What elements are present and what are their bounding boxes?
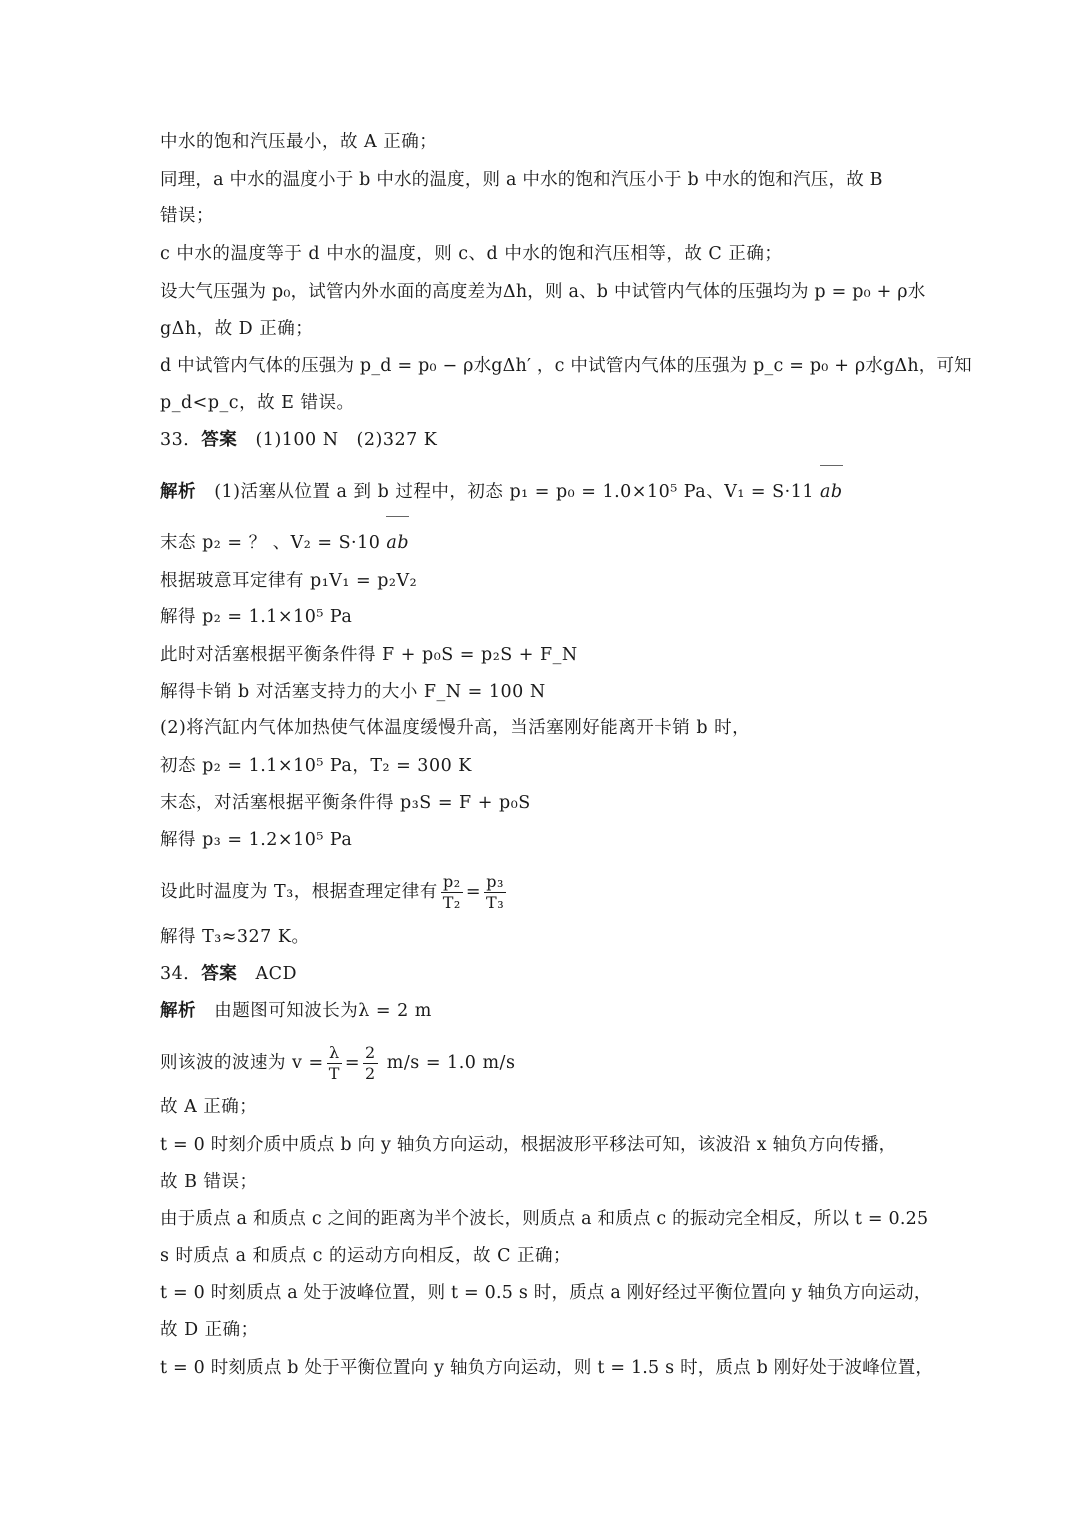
overline-segment: ab xyxy=(820,479,843,505)
fraction-denominator: T₃ xyxy=(486,893,505,912)
text-line: 由于质点 a 和质点 c 之间的距离为半个波长，则质点 a 和质点 c 的振动完全相反，所以 t = 0.25 xyxy=(160,1209,929,1229)
text-segment: m/s = 1.0 m/s xyxy=(386,1053,516,1073)
text-line: 同理，a 中水的温度小于 b 中水的温度，则 a 中水的饱和汽压小于 b 中水的饱和汽压，故 B xyxy=(160,170,883,190)
fraction-numerator: p₃ xyxy=(484,872,506,893)
text-line: 解得 T₃≈327 K。 xyxy=(160,927,310,947)
text-line: 此时对活塞根据平衡条件得 F + p₀S = p₂S + F_N xyxy=(160,645,578,665)
text-line: s 时质点 a 和质点 c 的运动方向相反，故 C 正确； xyxy=(160,1246,572,1266)
text-line: gΔh，故 D 正确； xyxy=(160,319,314,339)
text-line: 设大气压强为 p₀，试管内外水面的高度差为Δh，则 a、b 中试管内气体的压强均为 p = p₀ + ρ水 xyxy=(160,282,926,302)
text-line: 故 D 正确； xyxy=(160,1320,259,1340)
text-line-with-fraction xyxy=(160,1043,922,1084)
equals-sign: = xyxy=(465,882,482,902)
fraction-denominator: 2 xyxy=(365,1064,376,1083)
text-line xyxy=(160,530,922,556)
text-line: t = 0 时刻质点 b 处于平衡位置向 y 轴负方向运动，则 t = 1.5 s 时，质点 b 刚好处于波峰位置， xyxy=(160,1358,934,1378)
analysis-text: 由题图可知波长为λ = 2 m xyxy=(214,1001,432,1021)
fraction-numerator: p₂ xyxy=(441,872,463,893)
fraction-denominator: T₂ xyxy=(442,893,461,912)
text-line: 末态，对活塞根据平衡条件得 p₃S = F + p₀S xyxy=(160,793,531,813)
analysis-line xyxy=(160,479,922,505)
equals-sign: = xyxy=(344,1053,361,1073)
fraction-denominator: T xyxy=(328,1064,340,1083)
text-line: 中水的饱和汽压最小，故 A 正确； xyxy=(160,132,438,152)
text-line: p_d<p_c，故 E 错误。 xyxy=(160,393,355,413)
answer-text: ACD xyxy=(255,964,298,984)
text-line: 初态 p₂ = 1.1×10⁵ Pa，T₂ = 300 K xyxy=(160,756,472,776)
fraction-numerator: 2 xyxy=(365,1043,376,1062)
text-segment: 设此时温度为 T₃，根据查理定律有 xyxy=(160,882,438,902)
analysis-label: 解析 xyxy=(160,1001,196,1021)
question-number: 33． xyxy=(160,430,202,450)
fraction-numerator: λ xyxy=(327,1043,342,1064)
text-line: t = 0 时刻质点 a 处于波峰位置，则 t = 0.5 s 时，质点 a 刚好经过平衡位置向 y 轴负方向运动， xyxy=(160,1283,932,1303)
text-line: 错误； xyxy=(160,206,214,226)
text-line: 解得 p₂ = 1.1×10⁵ Pa xyxy=(160,607,353,627)
text-line-with-fraction xyxy=(160,872,922,913)
fraction xyxy=(327,1043,342,1084)
analysis-text: (1)活塞从位置 a 到 b 过程中，初态 p₁ = p₀ = 1.0×10⁵ Pa、V₁ = S·11 xyxy=(214,482,814,502)
text-line: 故 A 正确； xyxy=(160,1097,258,1117)
text-line: (2)将汽缸内气体加热使气体温度缓慢升高，当活塞刚好能离开卡销 b 时， xyxy=(160,718,751,738)
fraction xyxy=(484,872,506,913)
fraction xyxy=(363,1043,378,1084)
text-line: t = 0 时刻介质中质点 b 向 y 轴负方向运动，根据波形平移法可知，该波沿 x 轴负方向传播， xyxy=(160,1135,897,1155)
analysis-label: 解析 xyxy=(160,482,196,502)
answer-label: 答案 xyxy=(201,430,238,450)
text-segment: 则该波的波速为 v = xyxy=(160,1053,324,1073)
text-line: 故 B 错误； xyxy=(160,1172,258,1192)
text-line: 解得 p₃ = 1.2×10⁵ Pa xyxy=(160,830,353,850)
answer-label: 答案 xyxy=(201,964,238,984)
answer-text: (1)100 N (2)327 K xyxy=(255,430,438,450)
question-number: 34． xyxy=(160,964,202,984)
text-line: d 中试管内气体的压强为 p_d = p₀ − ρ水gΔh′ ，c 中试管内气体的压强为 p_c = p₀ + ρ水gΔh，可知 xyxy=(160,356,972,376)
text-line: 解得卡销 b 对活塞支持力的大小 F_N = 100 N xyxy=(160,682,546,702)
text-line: 根据玻意耳定律有 p₁V₁ = p₂V₂ xyxy=(160,571,418,591)
text-segment: 末态 p₂ = ？ 、V₂ = S·10 xyxy=(160,533,381,553)
overline-segment: ab xyxy=(386,530,409,556)
answer-line-34 xyxy=(160,961,922,987)
analysis-line xyxy=(160,998,922,1024)
fraction xyxy=(441,872,463,913)
text-line: c 中水的温度等于 d 中水的温度，则 c、d 中水的饱和汽压相等，故 C 正确； xyxy=(160,244,783,264)
answer-line-33 xyxy=(160,427,922,453)
